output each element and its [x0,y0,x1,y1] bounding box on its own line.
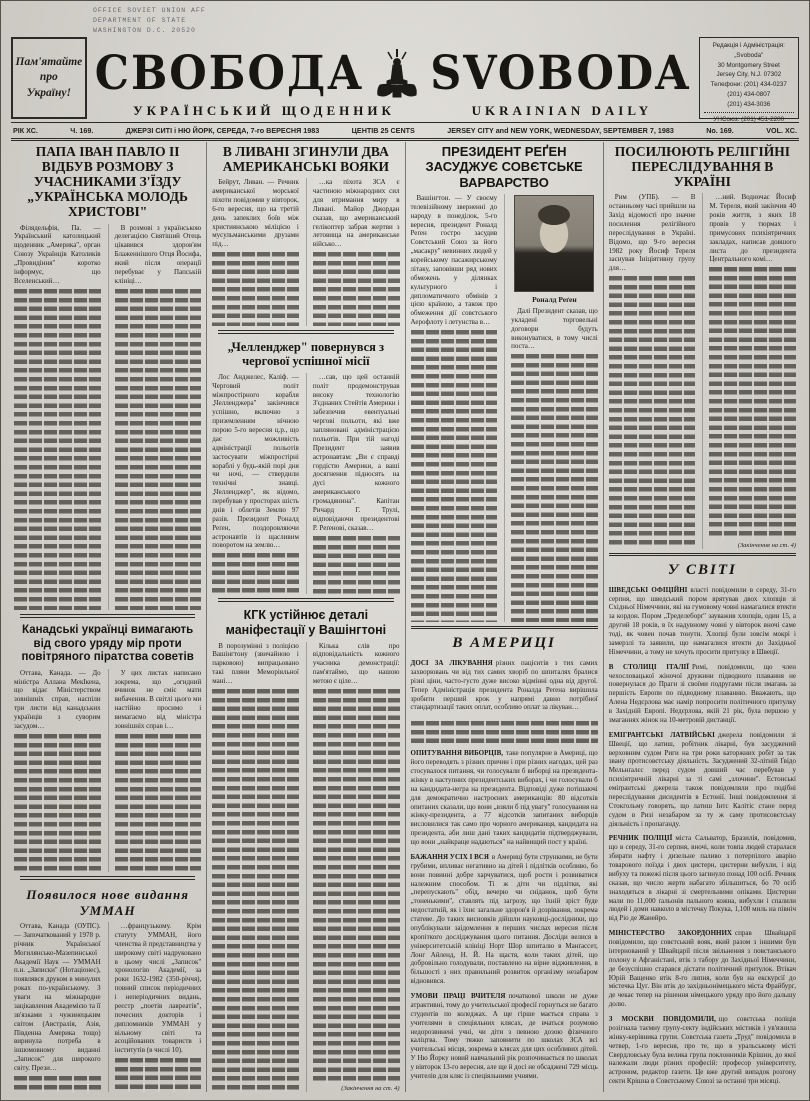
address-line: (201) 434-0807 [727,90,771,98]
reagan-portrait-photo [514,195,594,292]
column-4 [603,142,801,1092]
article-text: …ний. Водночас Йосиф М. Тереля, який закінчив 40 років життя, з яких 18 провів у тюрмах і примусових психіятричних закладах, написав довшого листа до президента Центрального комі… [709,193,796,264]
news-item-lead: МІНІСТЕРСТВО ЗАКОРДОННИХ [608,929,732,938]
dateline-price: ЦЕНТІВ 25 CENTS [351,126,415,135]
subtitle-english: UKRAINIAN DAILY [471,103,653,118]
article-reagan-condemns [411,142,598,622]
article-text: Вашінгтон. — У своєму телевізійному зверненні до народу в понеділок, 5-го вересня, президент Роналд Реґен гостро засудив Совєтський Союз за його „масакру" невинних людей у корейському пасажирському літаку, заповівши ряд нових обмежень у ділянках культурного і дипломатичного обмінів з цією країною, а також про обмеження дії совєтського Аерофлоту і летунства в… [410,193,498,327]
section-in-the-world [609,553,796,1092]
news-item-text: власті повідомили в середу, 31-го серпня, що шведський пором врятував двох хлопців зі Східньої Німеччини, які на гумовому човні намагалися втекти за кордон. Пором „Тределеборґ" зауважив хлопців, один 15, а другий 18 років, в їх надувному човні у вівторок вночі саме тоді, як човен почав тонути. Хлопці були зовсім мокрі і замерзлі та заявили, що намагалися втекти до Західньої Німеччини, а тому не хочуть просити притулку в Швеції. [608,585,797,656]
dateline-number: No. 169. [706,126,734,135]
body-text-fill [313,689,400,1083]
body-text-fill [115,1058,202,1092]
newspaper-title-ukrainian: СВОБОДА [94,47,365,101]
body-text-fill [411,330,498,622]
news-item-lead: ШВЕДСЬКІ ОФІЦІЙНІ [608,585,688,594]
body-text-fill [212,252,299,326]
article-text: Оттава, Канада (ОУПС). — Започаткований у 1978 р. річник Української Могилянсько-Мазепинської Академії Наук — УММАН п.н. „Записки" (Нотаціонес), появлявся друком в минулих роках по-українському. З уваги на міжнародне зацікавлення Академією та її зв'язками з чужинецьким світом (Австралія, Азія, Південна Америка тощо) виринула потреба в іншомовному виданні „Записок" для широкого світу. Прези… [14,922,101,1072]
news-item-text: в Америці бути стрункими, не бути грубими, впливає негативно на дітей і підлітків особливо, бо вони повинні добре харчуватися, щоб рости і розвиватися належним способом. Ті ж діти чи підлітки, які „перепускають" обід, вечерю чи сніданок, щоб бути „тоненькими", ставлять під загрозу, що їхній зріст буде недостатній, як і їхнє загальне здоров'я й дозрівання, зокрема статеве. До таких висновків дійшли науковці-дослідники, що опублікували заідомлення в перших числах вересня після кропіткого досліджування цього питання. Досліди велися в університетській клініці Норт Шор шпиталю в Манґассет, Лонг Айленд, Н. Й. На щастя, коли таких дітей, що добровільно голодували, поставлено на вірне відживлення, в більшості з них правильний розвиток організму незабаром відновився. [410,852,598,986]
address-line: Телефони: (201) 434-0237 [710,81,787,88]
article-text: …сав, що цей останній політ продемонстрував високу технологію З'єднаних Стейтів Америки і забезпечив евентуальні чергові польоти, які вже запляновані адміністрацією польотів. При тій нагоді Президент заявив астронавтам: „Ви є справді гордістю Америки, а ваші досягнення підносять на дусі кожного американського громадянина". Капітан Ричард Г. Трулі, відповідаючи президентові Р. Реґенові, сказав… [312,372,400,532]
article-umman-edition [14,884,201,1092]
body-text-fill [709,267,796,539]
article-text: …французькому. Крім статуту УММАН, його членства й представництва у широкому світі надруковано в цьому числі „Записок" хронологію Академії, за роки 1632-1982 (350-річчя), повний список періодичних і неперіодичних видань, реєстр „поетів лавреатів", почесних докторів і дипломників УММАН у вільному світі та асоційованих товариств і інститутів (в числі 10). [114,922,202,1055]
section-header: У СВІТІ [667,561,737,578]
news-item-lead: ДОСІ ЗА ЛІКУВАННЯ [410,659,493,667]
headline: КГК устійнює деталі маніфестації у Вашінгтоні [225,608,387,637]
news-item [411,992,598,1081]
news-item-lead: В СТОЛИЦІ ІТАЛІЇ [608,662,689,671]
news-item-text: початкової школи не дуже атрактивні, тому до учительської професії горнуться не багато студентів по коледжах. А ще гірше мається справа з учителями в спеціяльних клясах, де вчаться розумово недорозвинені учні, чи діти з певною дозою фізичного каліцтва. Тому тяжко заповнити по школах ЗСА всі учительські місця, зокрема в клясах для цих особливих дітей. У Ню Йорку новий навчальний рік розпочинається по школах у вівторок 13-го вересня, але ще й досі не обсаджені 729 місць учителів для кляс із спеціяльними учнями. [410,992,598,1080]
masthead-center [95,37,691,119]
article-text: Бейрут, Ливан. — Речник американської морської піхоти повідомив у вівторок, 6-го вересня, що на третій день запеклих боїв між християнською міліцією і мусульманськими друзами під… [212,178,299,249]
slogan-line: про [39,71,58,84]
address-line: УНСоюз: (201) 451-2200 [704,112,794,125]
address-line: Редакція і Адміністрація: [712,42,785,49]
news-item-text: таке популярне в Америці, що його переводять з різних причин і при різних нагодах, цей раз стосувалося питання, чи голосували б виборці на президента-жінку в наступних президентських виборах, і чи голосували б на кандидата-негра на президента. Відповіді дуже потішаючі для демократично настроєних американців: 80 відсотків опитаних сказали, що вони „взяли б під увагу" голосування на жінку-президента, а 77 відсотків запитаних виборців висловилися так само про чорного американця, кандидата на президента, аби лиш дані таких кандидатів підтверджували, що вони „найкраще надаються" на найвищий пост у країні. [410,749,598,846]
column-3 [405,142,603,1092]
dateline-issue: Ч. 169. [70,126,94,135]
article-text: …ка піхота ЗСА є частиною міжнародних сил для втримання миру в Ливані. Майор Джордан сказав, що американський гелікоптер забрав жертви з летовища на американське військо… [312,178,400,249]
headline: „Челленджер" повернувся з чергової успішної місії [227,340,385,369]
news-item-lead: УМОВИ ПРАЦІ ВЧИТЕЛЯ [410,992,506,1000]
news-item-lead: ОПИТУВАННЯ ВИБОРЦІВ, [410,749,503,758]
article-religious-persecution [609,142,796,549]
news-item [411,853,598,986]
news-item-text: що совєтська поліція розігнала таємну групу-секту індійських містиків і ув'язнила жінку-керівника групи. Совєтська газета „Труд" повідомила в четвер, 1-го вересня, про те, що в уральському місті Свердловську була велика група поклонників Крішни, до якої належали люди різних професій: професор університету, астроном, редактор газети. Це вже другий випадок розгону секти Крішна в Совєтському Союзі за останні три місяці. [608,1015,796,1086]
news-item [609,929,796,1009]
body-text-fill [14,734,101,872]
news-item [609,731,796,829]
body-text-fill [511,354,598,622]
address-box [699,37,799,124]
body-text-fill [212,553,299,594]
section-header: В АМЕРИЦІ [452,635,556,651]
body-text-fill [313,536,400,595]
address-line: Jersey City, N.J. 07302 [716,71,782,79]
divider [20,876,195,880]
liberty-emblem-icon [374,47,420,101]
news-item-text: Римі, повідомили, що член чехословацької жіночої дружини підводного плавання не повернулася до Праги зі своїми подругами після змагань за першість Европи по підводному плаванню. Вважають, що Алена Недєрлова має намір попросити політичного притулку в Західній Европі. Недєрлова, якій 21 рік, була першою у змаганнях жінок на 10-метровій дистанції. [608,662,796,724]
headline: ПАПА ІВАН ПАВЛО II ВІДБУВ РОЗМОВУ З УЧАСНИКАМИ З'ЇЗДУ „УКРАЇНСЬКА МОЛОДЬ ХРИСТОВІ" [27,144,188,220]
dateline-year: РІК ХС. [13,126,38,135]
news-item [609,663,796,725]
article-text: В розмові з українською делегацією Святіший Отець цікавився здоров'ям Блаженнішого Отця Йосифа, який після операції перебуває у Папській клініці… [114,223,202,285]
article-text: Лос Анджелес, Каліф. — Черговий політ міжпростірного корабля „Челленджера" закінчився успішно, включно з приземленням нічною порою 5-го вересня ц.р., що дає можливість адміністрації польотів застосувати міжпростірні кораблі у будь-якій порі дня чи ночі, — ствердили технічні знавці. „Челленджер", як відомо, перебував у просторах шість днів і облетів Землю 97 разів. Президент Роналд Реґен, поздоровляючи астронавтів із щасливим поворотом на землю… [212,372,299,550]
news-item-text: міста Сальватор, Бразилія, повідомив, що в середу, 31-го серпня, вночі, коли товпа людей старалася збирати нафту і дизельне паливо з потерпілого аварію товарового поїзда і двох цистерн, цистерни вибухли, і від вибуху та пожежі після цього загинуло понад 100 осіб. Речник сказав, що число жертв набагато збільшиться, бо 70 осіб знаходяться в лікарні зі смертельними опіками. Цистерни мали по 11,000 ґальонів пального кожна, вибухли і спалили людей і доми навколо в містечку Покука, 1,100 миль на північ від Ріо де Жанейро. [608,834,797,923]
dateline-volume: VOL. XC. [766,126,797,135]
masthead [11,37,799,124]
dateline-place-uk: ДЖЕРЗІ СИТІ і НЮ ЙОРК, СЕРЕДА, 7-го ВЕРЕСНЯ 1983 [125,126,320,135]
article-kgk-manifestation [212,606,399,1092]
news-item-lead: БАЖАННЯ УСІХ І ВСЯ [410,852,489,861]
photo-caption: Роналд Реґен [532,294,577,304]
stamp-line: OFFICE SOVIET UNION AFF [93,7,206,14]
body-text-fill [14,289,101,610]
article-canadian-ukrainians [14,622,201,872]
column-1 [9,142,206,1092]
article-text: Рим (УПБ). — В останньому часі прийшли на Захід відомості про значне посилення релігійного переслідування в Україні. Відомо, що 9-го вересня 1982 року Йосиф Тереля заснував Ініціятивну групу для… [608,193,696,273]
continuation-note: (Закінчення на ст. 4) [737,541,796,549]
body-text-fill [115,289,202,610]
news-item [609,834,796,923]
continuation-note: (Закінчення на ст. 4) [341,1085,400,1092]
divider [218,598,393,602]
stamp-line: WASHINGTON D.C. 20520 [93,26,196,34]
headline: В ЛИВАНІ ЗГИНУЛИ ДВА АМЕРИКАНСЬКІ ВОЯКИ [222,144,389,175]
news-item-lead: РЕЧНИК ПОЛІЦІЇ [608,834,673,843]
article-lebanon-soldiers [212,142,399,326]
news-item-lead: ЕМІГРАНТСЬКІ ЛАТВІЙСЬКІ [608,730,715,739]
body-text-fill [411,721,598,743]
article-challenger-mission [212,338,399,594]
divider [20,614,195,618]
news-item [411,749,598,847]
department-stamp [93,6,206,35]
article-text: Оттава, Канада. — До міністра Аллана МекІкена, що відає Міністерством зовнішніх справ, наспіли три листи від канадських українців з суворим засудом… [14,668,101,730]
content-columns [9,142,801,1092]
headline: Канадські українці вимагають від свого уряду мір проти повітряного піратства советів [21,624,194,664]
news-item [609,586,796,657]
slogan-line: Україну! [26,86,71,99]
address-line: 30 Montgomery Street [717,61,780,69]
body-text-fill [212,689,299,1092]
article-text: Далі Президент сказав, що укладені торговельні договори будуть виконуватися, в тому числі поста… [511,306,598,351]
news-item [609,1015,796,1086]
subtitle-ukrainian: УКРАЇНСЬКИЙ ЩОДЕННИК [133,103,395,118]
article-text: Філядельфія, Па. — Український католицький щоденник „Америка", орган Союзу Українців Католиків „Провидіння" коротко інформує, що Вселенський… [14,223,101,285]
dateline [11,122,799,141]
divider [218,330,393,334]
news-item-text: справ Швайцарії повідомило, що совєтський вояк, який разом з іншими був інтернований у Швайцарії після звільнення з повстанського полону в Афганістані, втік з табору до Західньої Німеччини, де безуспішно старався дістати політичний притулок. Втікач Юрій Ващенко втік 8-го липня, коли був на екскурсії до містечка Цуґ. Він втік до західньонімецького міста Фрайбурґ, де чекає тепер на рішення німецького уряду про його дальшу долю. [608,929,796,1009]
address-line: „Svoboda" [734,51,764,59]
article-text: Кілька слів про відповідальність кожного учасника демонстрації: пам'ятаймо, що нашою метою є ціле… [312,641,400,685]
headline: Появилося нове видання УММАН [26,887,189,918]
slogan-box [11,37,87,119]
body-text-fill [313,252,400,326]
headline: ПОСИЛЮЮТЬ РЕЛІГІЙНІ ПЕРЕСЛІДУВАННЯ В УКРАЇНІ [614,144,791,190]
slogan-line: Пам'ятайте [15,55,83,68]
body-text-fill [609,276,696,548]
news-item-text: джерела повідомили зі Швеції, що латиш, робітник лікарні, був засуджений верховним судом Риги на три роки каторжних робіт за так звану протисовєтську діяльність. Засуджений 32-літній Ґвідо Мельнґалєс перед судом довший час перебував у психіятричній лікарні за ті самі „злочини". Естонські еміґрантські джерела також повідомляли про подібні переслідування дисидентів в Естонії. Інші повідомлення зі Стокгольму говорять, що латиш Інтс Калітіс стане перед судом в Ризі незабаром за ту ж саму протисовєтську діяльність і пропаганду. [608,730,797,828]
newspaper-title-latin: SVOBODA [430,47,691,101]
dateline-place-en: JERSEY CITY and NEW YORK, WEDNESDAY, SEPTEMBER 7, 1983 [447,126,674,135]
address-line: (201) 434-3036 [727,100,771,108]
article-text: У цих листах написано зокрема, що „огидний вчинок не сміє мати вибачення. В світлі цього ми настійно просимо і вимагаємо від міністра зовнішніх справ і… [114,668,202,730]
news-item-lead: З МОСКВИ ПОВІДОМИЛИ, [608,1015,716,1023]
headline: ПРЕЗИДЕНТ РЕҐЕН ЗАСУДЖУЄ СОВЄТСЬКЕ ВАРВАРСТВО [425,144,583,190]
article-pope-youth-congress [14,142,201,610]
body-text-fill [115,734,202,872]
news-item-text: різних пацієнтів з тих самих захворювань чи від тих самих хворіб по шпиталях бралися різні ціни, часто-густо дуже високо відмінні одна від другої. Тепер Адміністрація президента Роналда Реґена вирішила зробити перший крок у напрямі давно потрібної стандартизації таких оплат, особливо оплат за лікуван… [410,659,598,712]
body-text-fill [14,1076,101,1092]
stamp-line: DEPARTMENT OF STATE [93,16,187,24]
column-2 [206,142,404,1092]
section-in-america [411,626,598,1092]
article-text: В порозумінні з поліцією Вашінгтону (звичайною і парковою) випрацьовано такі пляни Меморіяльної мані… [212,641,299,685]
news-item [411,659,598,712]
